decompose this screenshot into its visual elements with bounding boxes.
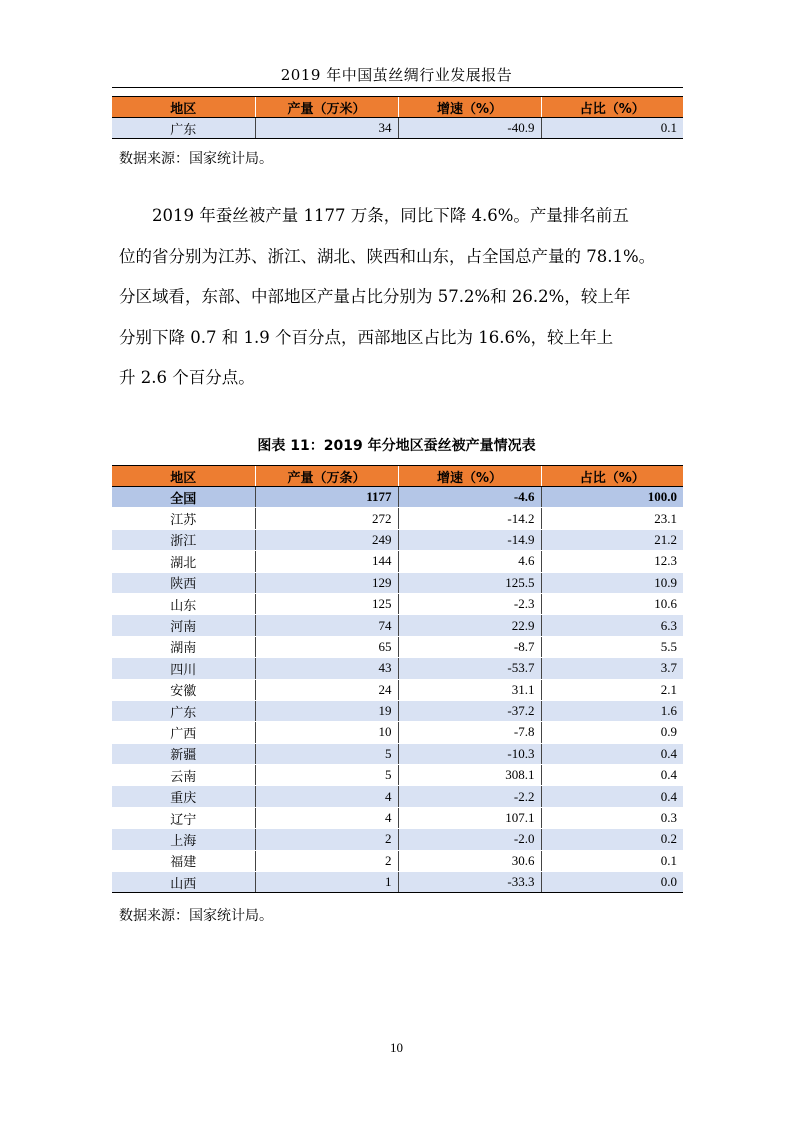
cell-output: 1177: [255, 487, 398, 508]
cell-region: 广西: [112, 722, 255, 743]
cell-region: 福建: [112, 850, 255, 871]
cell-share: 5.5: [541, 636, 683, 657]
cell-output: 19: [255, 700, 398, 721]
cell-growth: -40.9: [398, 118, 541, 139]
cell-growth: 308.1: [398, 765, 541, 786]
cell-share: 3.7: [541, 658, 683, 679]
cell-growth: -7.8: [398, 722, 541, 743]
col-header-region: 地区: [112, 97, 255, 118]
cell-output: 43: [255, 658, 398, 679]
cell-growth: 30.6: [398, 850, 541, 871]
table-row: [112, 679, 683, 700]
col-header-region: 地区: [112, 466, 255, 487]
table-row: [112, 872, 683, 893]
cell-growth: -2.2: [398, 786, 541, 807]
cell-share: 0.2: [541, 829, 683, 850]
cell-share: 21.2: [541, 529, 683, 550]
cell-share: 6.3: [541, 615, 683, 636]
table-row: [112, 743, 683, 764]
table-row: [112, 658, 683, 679]
cell-output: 65: [255, 636, 398, 657]
cell-region: 山西: [112, 872, 255, 893]
cell-output: 5: [255, 743, 398, 764]
data-source-note: 数据来源：国家统计局。: [119, 151, 273, 167]
cell-region: 江苏: [112, 508, 255, 529]
cell-region: 湖南: [112, 636, 255, 657]
cell-region: 重庆: [112, 786, 255, 807]
cell-growth: 22.9: [398, 615, 541, 636]
cell-share: 1.6: [541, 700, 683, 721]
cell-share: 10.6: [541, 593, 683, 614]
table-row: [112, 765, 683, 786]
cell-share: 0.0: [541, 872, 683, 893]
cell-growth: -53.7: [398, 658, 541, 679]
cell-output: 144: [255, 551, 398, 572]
cell-region: 广东: [112, 700, 255, 721]
cell-share: 100.0: [541, 487, 683, 508]
table-header-row: [112, 466, 683, 487]
cell-output: 74: [255, 615, 398, 636]
running-header: 2019 年中国茧丝绸行业发展报告: [280, 66, 513, 84]
cell-share: 0.1: [541, 118, 683, 139]
cell-region: 上海: [112, 829, 255, 850]
cell-region: 辽宁: [112, 807, 255, 828]
cell-output: 129: [255, 572, 398, 593]
col-header-share: 占比（%）: [541, 466, 683, 487]
cell-growth: -2.0: [398, 829, 541, 850]
table-row: [112, 593, 683, 614]
table-total-row: [112, 487, 683, 508]
col-header-output: 产量（万米）: [255, 97, 398, 118]
cell-output: 4: [255, 807, 398, 828]
cell-growth: 107.1: [398, 807, 541, 828]
cell-output: 10: [255, 722, 398, 743]
table-row: [112, 118, 683, 139]
table-caption: 图表 11：2019 年分地区蚕丝被产量情况表: [257, 438, 536, 454]
cloth-output-table: [112, 96, 683, 139]
table-header-row: [112, 97, 683, 118]
col-header-growth: 增速（%）: [398, 97, 541, 118]
cell-share: 0.9: [541, 722, 683, 743]
paragraph-line: 分区域看，东部、中部地区产量占比分别为 57.2%和 26.2%，较上年: [119, 287, 631, 306]
table-row: [112, 636, 683, 657]
cell-output: 34: [255, 118, 398, 139]
paragraph-line: 位的省分别为江苏、浙江、湖北、陕西和山东，占全国总产量的 78.1%。: [119, 246, 656, 266]
cell-output: 24: [255, 679, 398, 700]
cell-share: 23.1: [541, 508, 683, 529]
table-row: [112, 700, 683, 721]
cell-region: 云南: [112, 765, 255, 786]
col-header-growth: 增速（%）: [398, 466, 541, 487]
table-row: [112, 529, 683, 550]
table-row: [112, 786, 683, 807]
cell-share: 10.9: [541, 572, 683, 593]
cell-growth: -10.3: [398, 743, 541, 764]
cell-growth: -4.6: [398, 487, 541, 508]
cell-output: 125: [255, 593, 398, 614]
table-row: [112, 829, 683, 850]
cell-share: 0.3: [541, 807, 683, 828]
cell-region: 全国: [112, 487, 255, 508]
table-row: [112, 551, 683, 572]
cell-output: 249: [255, 529, 398, 550]
cell-share: 2.1: [541, 679, 683, 700]
cell-growth: 31.1: [398, 679, 541, 700]
body-paragraph: [119, 196, 679, 399]
cell-region: 浙江: [112, 529, 255, 550]
page-number: 10: [390, 1040, 403, 1055]
cell-growth: -14.2: [398, 508, 541, 529]
cell-output: 2: [255, 850, 398, 871]
cell-growth: -2.3: [398, 593, 541, 614]
cell-growth: -14.9: [398, 529, 541, 550]
cell-growth: -37.2: [398, 700, 541, 721]
table-row: [112, 807, 683, 828]
cell-share: 12.3: [541, 551, 683, 572]
cell-region: 四川: [112, 658, 255, 679]
cell-share: 0.4: [541, 743, 683, 764]
cell-region: 陕西: [112, 572, 255, 593]
paragraph-line: 升 2.6 个百分点。: [119, 368, 255, 387]
cell-growth: 4.6: [398, 551, 541, 572]
table-row: [112, 615, 683, 636]
cell-region: 新疆: [112, 743, 255, 764]
cell-growth: -33.3: [398, 872, 541, 893]
cell-output: 5: [255, 765, 398, 786]
cell-region: 广东: [112, 118, 255, 139]
table-row: [112, 508, 683, 529]
table-row: [112, 850, 683, 871]
cell-share: 0.4: [541, 786, 683, 807]
cell-share: 0.1: [541, 850, 683, 871]
cell-growth: 125.5: [398, 572, 541, 593]
cell-region: 湖北: [112, 551, 255, 572]
cell-region: 河南: [112, 615, 255, 636]
cell-output: 1: [255, 872, 398, 893]
data-source-note: 数据来源：国家统计局。: [119, 908, 273, 924]
silk-quilt-output-table: [112, 465, 683, 893]
paragraph-line: 2019 年蚕丝被产量 1177 万条，同比下降 4.6%。产量排名前五: [152, 206, 629, 225]
col-header-share: 占比（%）: [541, 97, 683, 118]
cell-output: 4: [255, 786, 398, 807]
cell-output: 2: [255, 829, 398, 850]
col-header-output: 产量（万条）: [255, 466, 398, 487]
header-divider: [112, 87, 683, 88]
cell-output: 272: [255, 508, 398, 529]
cell-region: 安徽: [112, 679, 255, 700]
cell-share: 0.4: [541, 765, 683, 786]
table-row: [112, 572, 683, 593]
cell-growth: -8.7: [398, 636, 541, 657]
table-row: [112, 722, 683, 743]
cell-region: 山东: [112, 593, 255, 614]
paragraph-line: 分别下降 0.7 和 1.9 个百分点，西部地区占比为 16.6%，较上年上: [119, 327, 614, 347]
